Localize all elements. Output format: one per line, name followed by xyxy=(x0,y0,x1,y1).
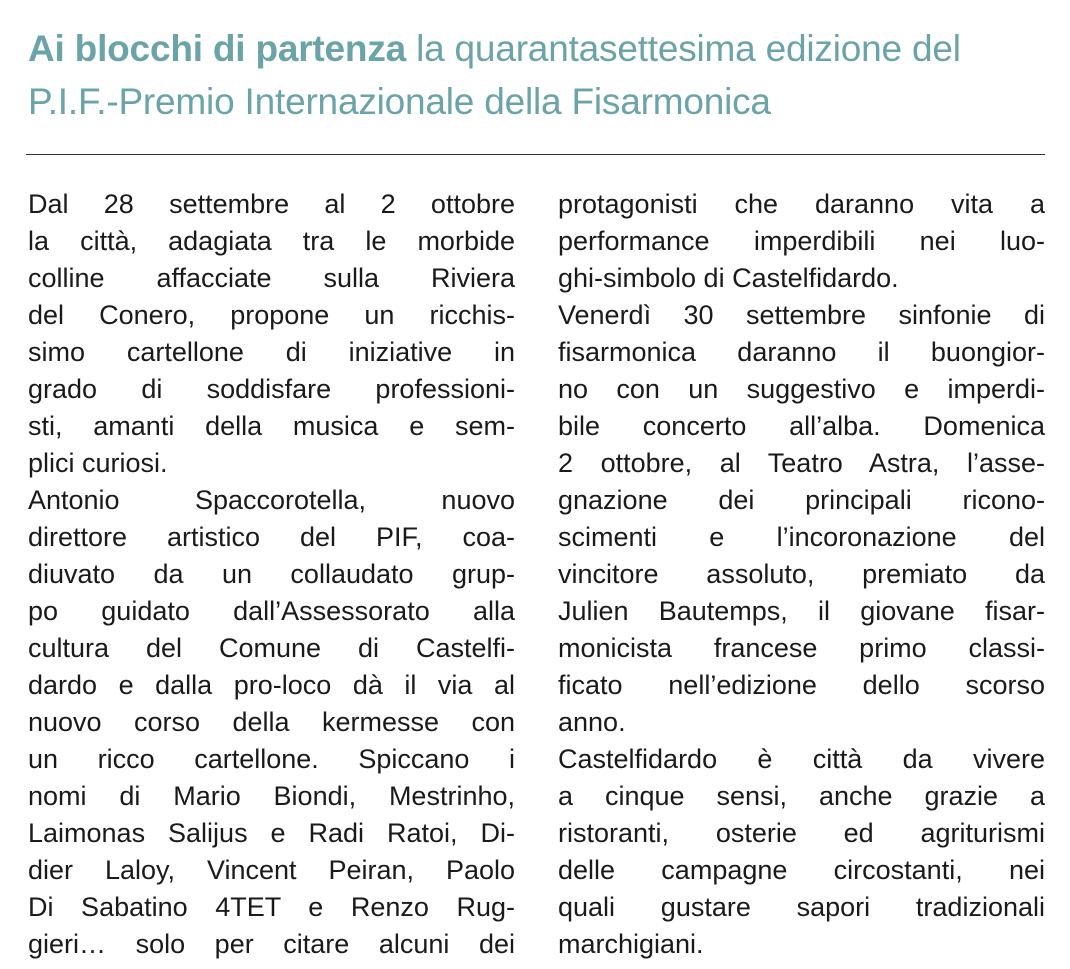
text-line: nuovo corso della kermesse con xyxy=(28,707,515,737)
text-line: diuvato da un collaudato grup- xyxy=(28,559,515,589)
text-line: Antonio Spaccorotella, nuovo xyxy=(28,485,515,515)
text-line: a cinque sensi, anche grazie a xyxy=(558,781,1045,811)
text-line: direttore artistico del PIF, coa- xyxy=(28,522,515,552)
text-line: la città, adagiata tra le morbide xyxy=(28,226,515,256)
article-column-left xyxy=(28,186,515,963)
text-line: gnazione dei principali ricono- xyxy=(558,485,1045,515)
body-paragraph xyxy=(558,297,1045,741)
text-line: plici curiosi. xyxy=(28,448,168,478)
text-line: Laimonas Salijus e Radi Ratoi, Di- xyxy=(28,818,515,848)
text-line: simo cartellone di iniziative in xyxy=(28,337,515,367)
text-line: marchigiani. xyxy=(558,929,704,959)
text-line: bile concerto all’alba. Domenica xyxy=(558,411,1045,441)
text-line: cultura del Comune di Castelfi- xyxy=(28,633,515,663)
text-line: monicista francese primo classi- xyxy=(558,633,1045,663)
text-line: 2 ottobre, al Teatro Astra, l’asse- xyxy=(558,448,1045,478)
text-line: scimenti e l’incoronazione del xyxy=(558,522,1045,552)
text-line: fisarmonica daranno il buongior- xyxy=(558,337,1045,367)
text-line: gieri… solo per citare alcuni dei xyxy=(28,929,515,959)
text-line: anno. xyxy=(558,707,626,737)
headline-title: la quarantasettesima edizione del P.I.F.-Premio Internazionale della Fisarmonica xyxy=(28,28,961,122)
text-line: un ricco cartellone. Spiccano i xyxy=(28,744,515,774)
text-line: protagonisti che daranno vita a xyxy=(558,189,1045,219)
text-line: Venerdì 30 settembre sinfonie di xyxy=(558,300,1045,330)
text-line: quali gustare sapori tradizionali xyxy=(558,892,1045,922)
text-line: vincitore assoluto, premiato da xyxy=(558,559,1045,589)
text-line: no con un suggestivo e imperdi- xyxy=(558,374,1045,404)
text-line: po guidato dall’Assessorato alla xyxy=(28,596,515,626)
article-column-right xyxy=(558,186,1045,963)
text-line: Dal 28 settembre al 2 ottobre xyxy=(28,189,515,219)
headline-divider xyxy=(26,154,1045,155)
text-line: colline affacciate sulla Riviera xyxy=(28,263,515,293)
body-paragraph xyxy=(28,482,515,963)
text-line: Castelfidardo è città da vivere xyxy=(558,744,1045,774)
text-line: ghi-simbolo di Castelfidardo. xyxy=(558,263,899,293)
text-line: nomi di Mario Biondi, Mestrinho, xyxy=(28,781,515,811)
text-line: dardo e dalla pro-loco dà il via al xyxy=(28,670,515,700)
text-line: del Conero, propone un ricchis- xyxy=(28,300,515,330)
text-line: ristoranti, osterie ed agriturismi xyxy=(558,818,1045,848)
headline-kicker: Ai blocchi di partenza xyxy=(28,28,406,69)
text-line: performance imperdibili nei luo- xyxy=(558,226,1045,256)
text-line: ficato nell’edizione dello scorso xyxy=(558,670,1045,700)
text-line: dier Laloy, Vincent Peiran, Paolo xyxy=(28,855,515,885)
text-line: Julien Bautemps, il giovane fisar- xyxy=(558,596,1045,626)
body-paragraph xyxy=(558,186,1045,297)
body-paragraph xyxy=(558,741,1045,963)
text-line: delle campagne circostanti, nei xyxy=(558,855,1045,885)
text-line: sti, amanti della musica e sem- xyxy=(28,411,515,441)
text-line: Di Sabatino 4TET e Renzo Rug- xyxy=(28,892,515,922)
text-line: grado di soddisfare professioni- xyxy=(28,374,515,404)
body-paragraph xyxy=(28,186,515,482)
article-headline xyxy=(28,22,1048,128)
